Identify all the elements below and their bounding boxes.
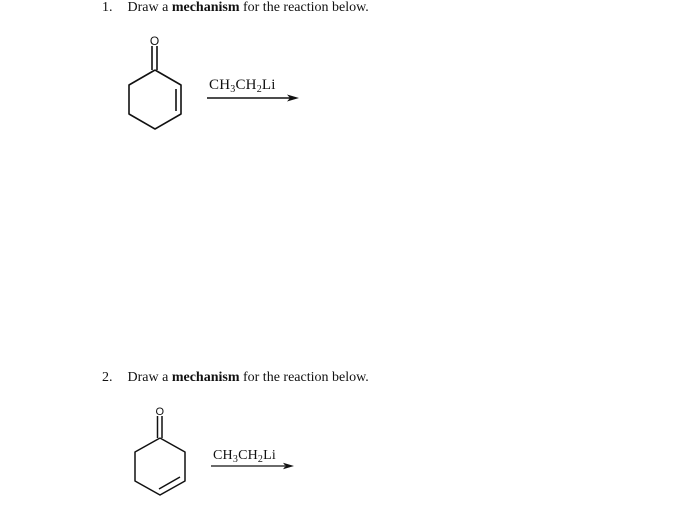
- prompt-emphasis: mechanism: [171, 0, 240, 15]
- reagent-label-1: $CH_3CH_2Li$: [209, 77, 276, 95]
- reagent-label-2: $CH_3CH_2Li$: [213, 448, 276, 465]
- question-number: 1.: [102, 0, 113, 15]
- prompt-emphasis: mechanism: [171, 370, 240, 385]
- oxygen-label: O: [155, 406, 165, 418]
- prompt-suffix: for the reaction below.: [242, 370, 369, 385]
- prompt-suffix: for the reaction below.: [242, 0, 369, 15]
- prompt-prefix: Draw a: [127, 0, 169, 15]
- prompt-prefix: Draw a: [127, 370, 169, 385]
- question-number: 2.: [102, 370, 113, 385]
- oxygen-label: O: [149, 34, 160, 48]
